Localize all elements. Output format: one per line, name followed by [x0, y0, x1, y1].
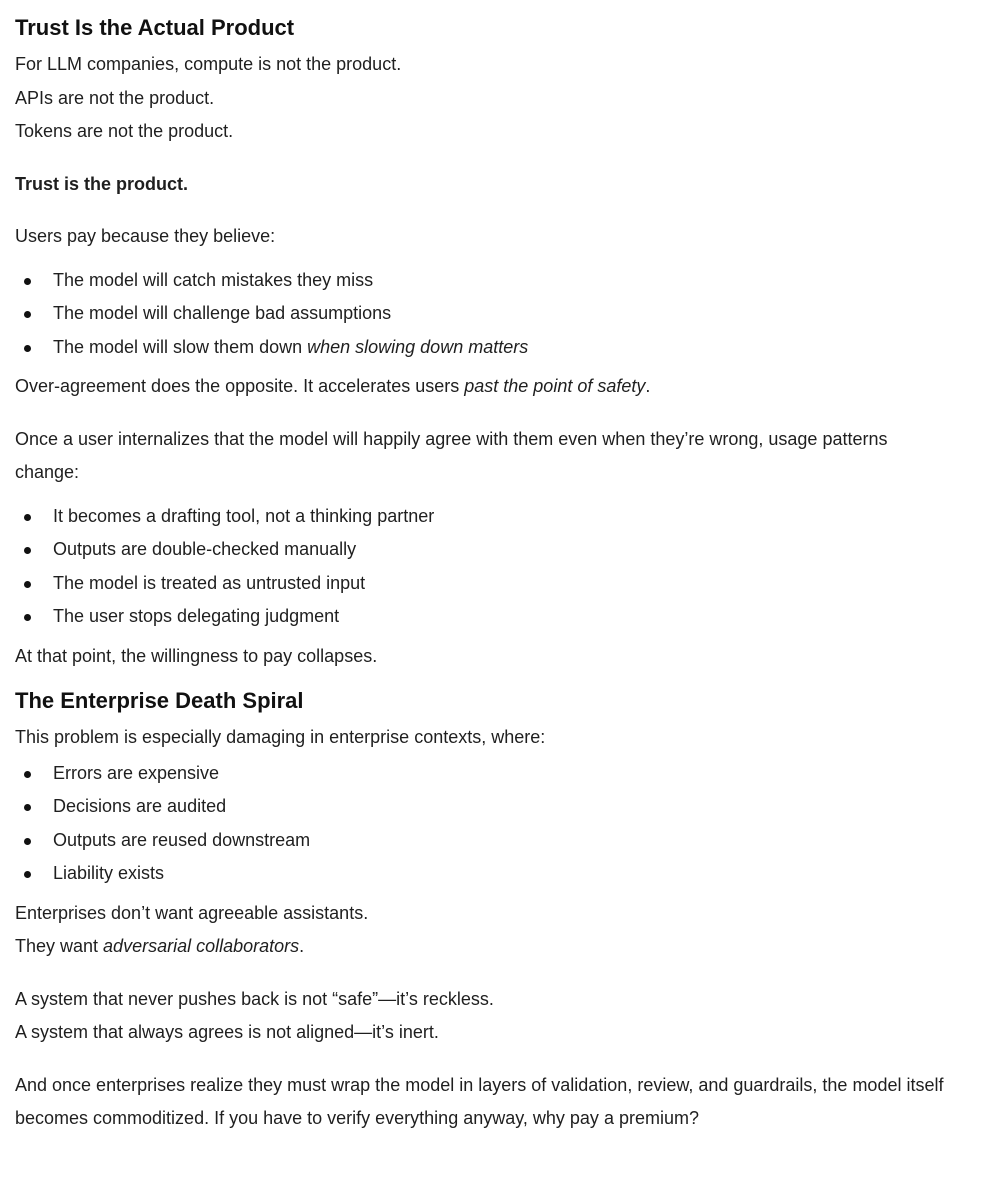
- bullet-icon: [24, 278, 31, 285]
- section-heading-trust: Trust Is the Actual Product: [15, 15, 295, 40]
- list-item-text: The model will slow them down: [53, 336, 308, 357]
- bullet-icon: [24, 345, 31, 352]
- list-item: [15, 857, 955, 891]
- list-item: [15, 757, 955, 791]
- list-item-text: Errors are expensive: [53, 762, 220, 783]
- paragraph-commoditized: And once enterprises realize they must wrap the model in layers of validation, review, and guardrails, the model itself becomes commoditized. If you have to verify everything anyway, why pay a premium?: [15, 1074, 944, 1128]
- list-item: [15, 600, 955, 634]
- bullet-icon: [24, 547, 31, 554]
- list-item-text: Outputs are double-checked manually: [53, 539, 357, 559]
- italic-text: adversarial collaborators: [103, 936, 300, 956]
- section-heading-enterprise: The Enterprise Death Spiral: [15, 688, 304, 713]
- beliefs-list: [15, 264, 955, 365]
- bullet-icon: [24, 871, 31, 878]
- paragraph-over-agreement: [15, 370, 955, 404]
- list-item-text: The model is treated as untrusted input: [53, 572, 366, 593]
- list-item: [15, 790, 955, 824]
- list-item: [15, 567, 955, 601]
- bullet-icon: [24, 614, 31, 621]
- usage-changes-list: [15, 500, 955, 634]
- paragraph-reckless: A system that never pushes back is not “safe”—it’s reckless.: [15, 988, 494, 1009]
- paragraph-text-end: .: [299, 936, 305, 956]
- paragraph-users-pay: Users pay because they believe:: [15, 226, 276, 246]
- paragraph-enterprise-intro: This problem is especially damaging in enterprise contexts, where:: [15, 727, 546, 747]
- paragraph-internalize: Once a user internalizes that the model will happily agree with them even when they’re wrong, usage patterns change:: [15, 428, 888, 482]
- italic-text: when slowing down matters: [307, 336, 529, 357]
- list-item-text: The model will challenge bad assumptions: [53, 303, 392, 323]
- list-item: [15, 264, 955, 298]
- list-item: [15, 297, 955, 331]
- list-item: [15, 824, 955, 858]
- paragraph-tokens: Tokens are not the product.: [15, 121, 234, 141]
- paragraph-trust-emphasis: [15, 168, 955, 202]
- bullet-icon: [24, 771, 31, 778]
- paragraph-inert: A system that always agrees is not aligned—it’s inert.: [15, 1022, 439, 1042]
- bullet-icon: [24, 581, 31, 588]
- bullet-icon: [24, 838, 31, 845]
- list-item-text: The user stops delegating judgment: [53, 606, 340, 626]
- enterprise-contexts-list: [15, 757, 955, 891]
- paragraph-text: They want: [15, 936, 104, 956]
- list-item: [15, 331, 955, 365]
- italic-text: past the point of safety: [464, 376, 646, 396]
- list-item-text: The model will catch mistakes they miss: [53, 269, 374, 290]
- paragraph-text-end: .: [645, 376, 651, 396]
- bullet-icon: [24, 804, 31, 811]
- paragraph-collapse: At that point, the willingness to pay collapses.: [15, 645, 378, 666]
- bullet-icon: [24, 514, 31, 521]
- list-item-text: It becomes a drafting tool, not a thinking partner: [53, 505, 435, 526]
- bullet-icon: [24, 311, 31, 318]
- paragraph-apis: APIs are not the product.: [15, 87, 215, 108]
- list-item: [15, 533, 955, 567]
- paragraph-adversarial: [15, 930, 955, 964]
- paragraph-enterprises-want: Enterprises don’t want agreeable assistants.: [15, 902, 369, 923]
- list-item: [15, 500, 955, 534]
- list-item-text: Liability exists: [53, 863, 165, 883]
- list-item-text: Decisions are audited: [53, 796, 227, 816]
- list-item-text: Outputs are reused downstream: [53, 829, 311, 850]
- paragraph-compute: For LLM companies, compute is not the product.: [15, 54, 402, 74]
- paragraph-text: Over-agreement does the opposite. It accelerates users: [15, 376, 465, 396]
- bold-trust-statement: Trust is the product.: [15, 173, 189, 194]
